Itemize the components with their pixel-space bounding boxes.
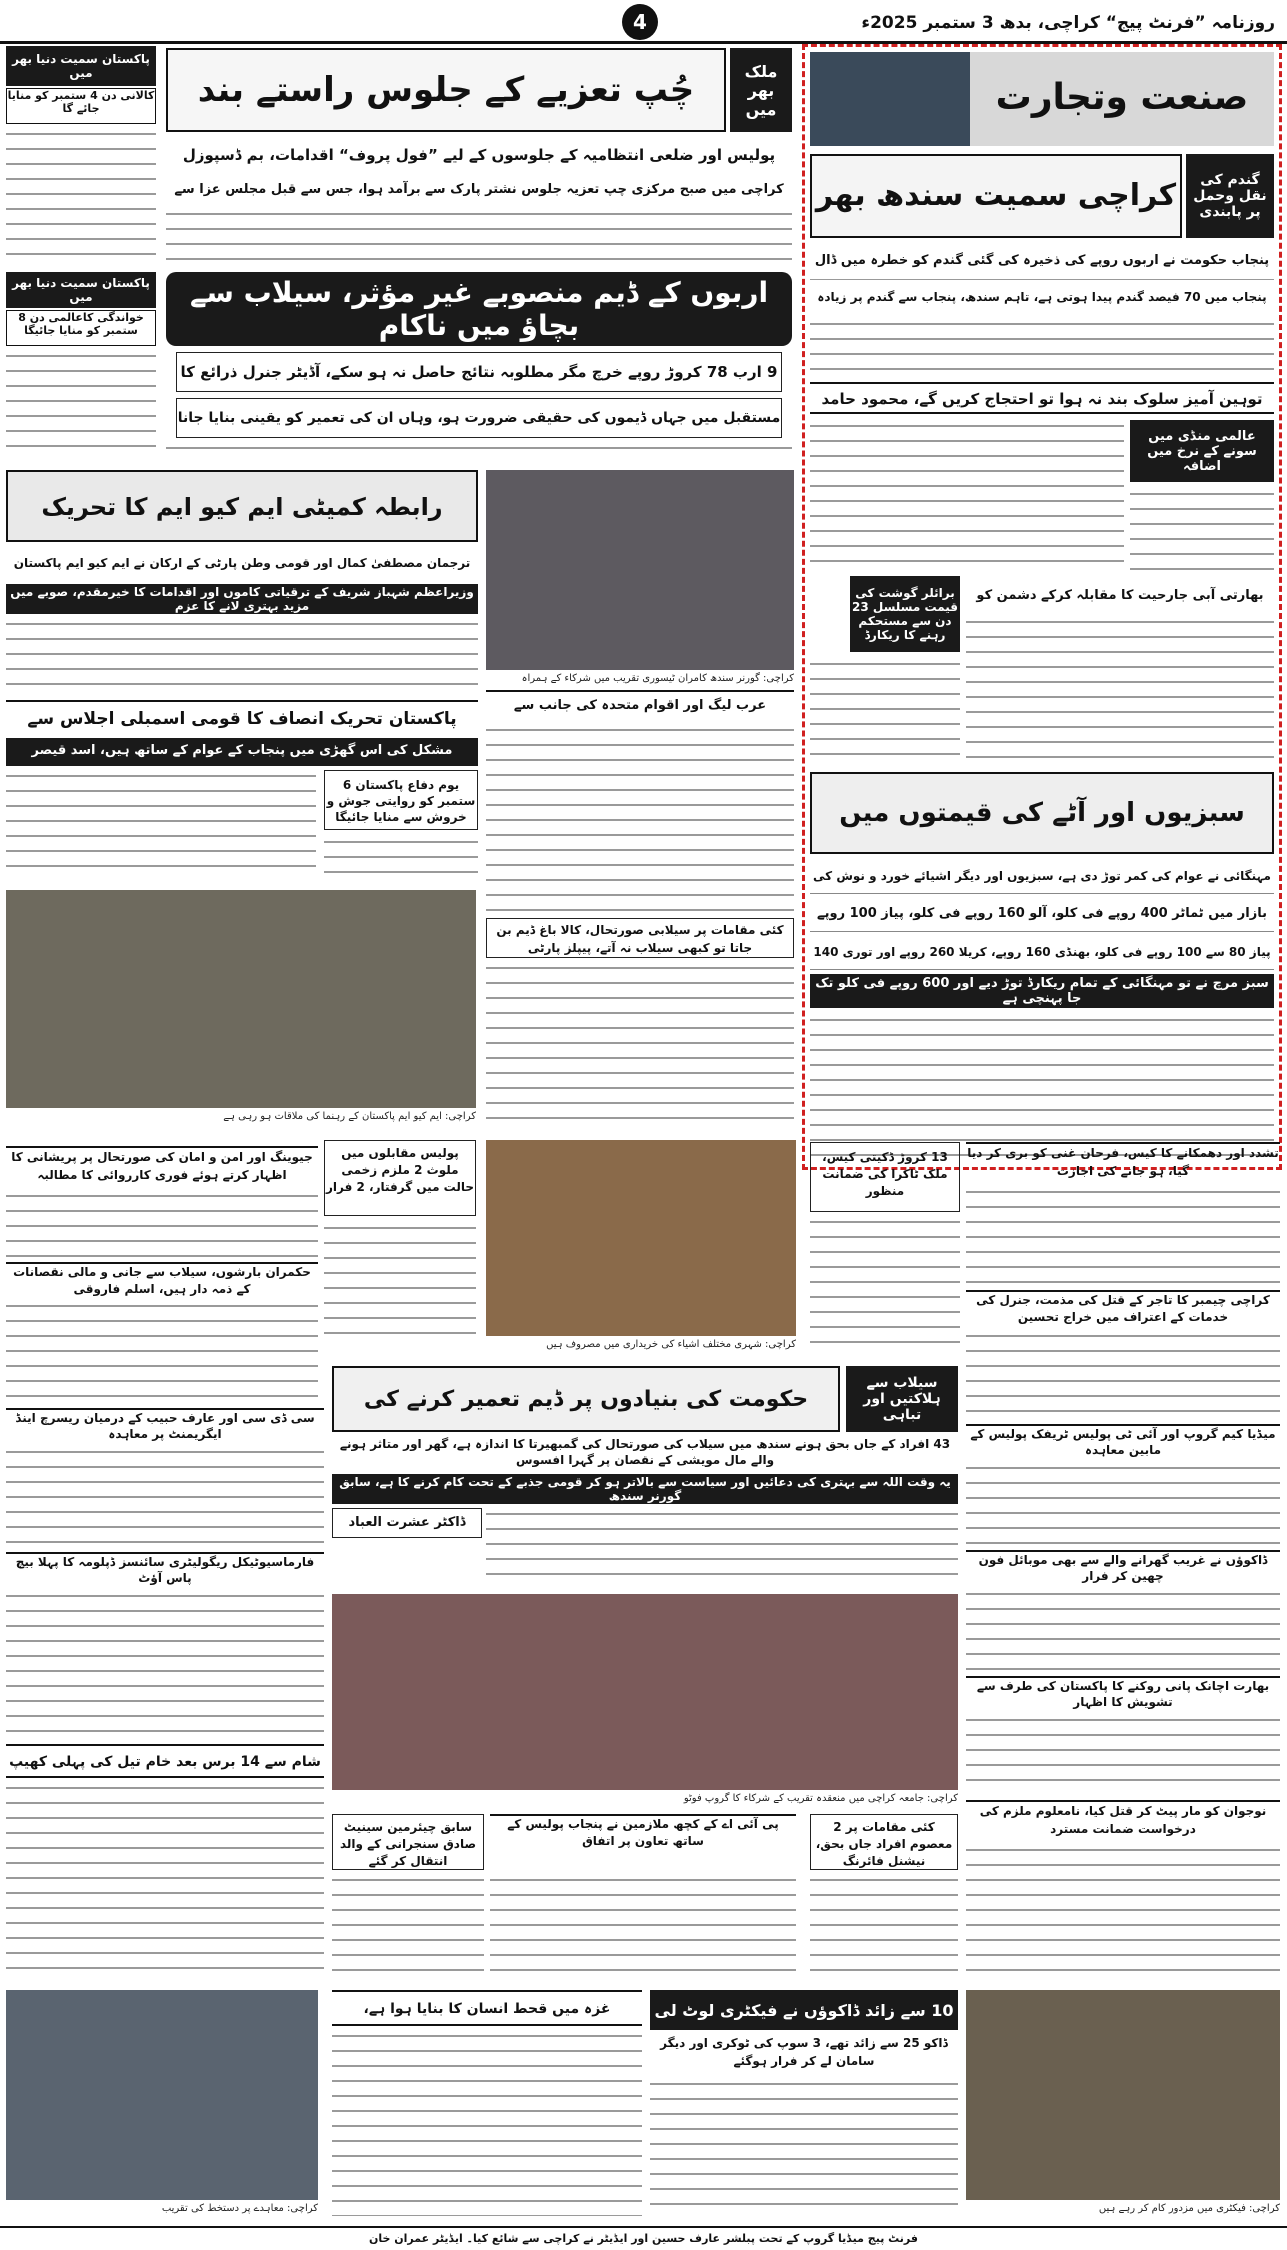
footer-imprint: فرنٹ پیج میڈیا گروپ کے تحت پبلشر عارف حسین اور ایڈیٹر نے کراچی سے شائع کیا۔ ایڈیٹر عمران خان [0,2226,1287,2250]
lead-deck: پولیس اور ضلعی انتظامیہ کے جلوسوں کے لیے ”فول پروف“ اقدامات، بم ڈسپوزل [182,146,776,164]
misc-left-body-2 [6,1300,318,1400]
defence-day-box: یوم دفاع پاکستان 6 ستمبر کو روایتی جوش و خروش سے منایا جائیگا [324,770,478,830]
police-body [324,1222,476,1342]
veg-headline: سبزیوں اور آٹے کی قیمتوں میں [810,772,1274,854]
defence-day-body [324,836,478,880]
group-photo [332,1594,958,1790]
dam-body [166,442,792,462]
gaza-body [332,2030,642,2216]
factory-caption: کراچی: فیکٹری میں مزدور کام کر رہے ہیں [966,2202,1280,2218]
factory-headline: 10 سے زائد ڈاکوؤں نے فیکٹری لوٹ لی [650,1990,958,2030]
misc-left-hl-3: سی ڈی سی اور عارف حبیب کے درمیان ریسرچ اینڈ ایگریمنٹ پر معاہدہ [6,1408,324,1442]
dam-need-deck: 43 افراد کے جاں بحق ہونے سندھ میں سیلاب کی صورتحال کی گمبھیرتا کا اندازہ ہے، گھر اور متاثر ہونے والے مال مویشی کے نقصان پر گہرا افسوس [339,1437,951,1467]
firing-body [810,1874,958,1984]
stock-board-photo [810,52,970,146]
masthead [0,0,1287,44]
sanjrani-box: سابق چیئرمین سینیٹ صادق سنجرانی کے والد انتقال کر گئے [332,1814,484,1870]
pti-deck: مشکل کی اس گھڑی میں پنجاب کے عوام کے ساتھ ہیں، اسد قیصر [6,738,478,766]
group-caption: کراچی: جامعہ کراچی میں منعقدہ تقریب کے شرکاء کا گروپ فوٹو [332,1792,958,1808]
commerce-kicker: گندم کی نقل وحمل پر پابندی [1186,154,1274,238]
crore-box: 13 کروڑ ڈکیتی کیس، ملک ٹاکرا کی ضمانت منظور [810,1142,960,1212]
gold-box: عالمی منڈی میں سونے کے نرخ میں اضافہ [1130,420,1274,482]
mqm-deck: ترجمان مصطفیٰ کمال اور قومی وطن پارٹی کے ارکان نے ایم کیو ایم پاکستان [13,556,471,570]
mqm-deck-2: وزیراعظم شہباز شریف کے ترقیاتی کاموں اور اقدامات کا خیرمقدم، صوبے میں مزید بہتری لانے کا عزم [6,584,478,614]
dam-need-byline: ڈاکٹر عشرت العباد [332,1508,482,1538]
right-hl-1: تشدد اور دھمکانے کا کیس، فرحان غنی کو بری کر دیا گیا، ہو جانے کی اجازت [966,1142,1280,1182]
food-caption: کراچی: شہری مختلف اشیاء کی خریداری میں مصروف ہیں [486,1338,796,1354]
dam-sub-2: مستقبل میں جہاں ڈیموں کی حقیقی ضرورت ہو، وہاں ان کی تعمیر کو یقینی بنایا جانا [176,398,782,438]
flour-body [810,318,1274,378]
factory-photo [966,1990,1280,2200]
left-box-1-title: پاکستان سمیت دنیا بھر میں [6,46,156,86]
mqm-headline: رابطہ کمیٹی ایم کیو ایم کا تحریک [6,470,478,542]
meeting-caption: کراچی: ایم کیو ایم پاکستان کے رہنما کی ملاقات ہو رہی ہے [6,1110,476,1126]
right-hl-2: کراچی چیمبر کا تاجر کے قتل کی مذمت، جنرل کی خدمات کے اعتراف میں خراج تحسین [966,1290,1280,1326]
commerce-title: صنعت وتجارت [970,52,1274,146]
factory-sub: ڈاکو 25 سے زائد تھے، 3 سوپ کی ٹوکری اور دیگر سامان لے کر فرار ہوگئے [660,2036,948,2068]
flood-kicker: سیلاب سے ہلاکتیں اور تباہی [846,1366,958,1432]
misc-left-hl-5: شام سے 14 برس بعد خام تیل کی پہلی کھیپ [6,1744,324,1778]
pia-headline: پی آئی اے کے کچھ ملازمین نے پنجاب پولیس کے ساتھ تعاون پر اتفاق [490,1814,796,1870]
protest-headline: توہین آمیز سلوک بند نہ ہوا تو احتجاج کریں گے، محمود حامد [810,382,1274,414]
un-body [486,724,794,914]
flour-deck-2: پنجاب میں 70 فیصد گندم پیدا ہوتی ہے، تاہم سندھ، پنجاب سے گندم پر زیادہ [817,290,1267,304]
right-hl-3: میڈیا کیم گروپ اور آئی ٹی پولیس ٹریفک پولیس کے مابین معاہدہ [966,1424,1280,1458]
right-hl-4: ڈاکوؤں نے غریب گھرانے والے سے بھی موبائل فون چھین کر فرار [966,1550,1280,1584]
misc-left-body-4 [6,1590,324,1740]
protest-body [810,420,1124,570]
misc-left-body-5 [6,1782,324,1982]
meeting-photo [6,890,476,1108]
misc-left-hl-1: جیوینگ اور امن و امان کی صورتحال پر پریشانی کا اظہار کرتے ہوئے فوری کارروائی کا مطالبہ [6,1146,318,1186]
phone-body [966,1844,1280,1984]
veg-line-3: پیاز 80 سے 100 روپے فی کلو، بھنڈی 160 روپے، کریلا 260 روپے اور توری 140 [810,936,1274,970]
signing-caption: کراچی: معاہدے پر دستخط کی تقریب [6,2202,318,2218]
meat-body [810,658,960,766]
flour-headline: کراچی سمیت سندھ بھر [810,154,1182,238]
left-article-2-text [6,350,156,460]
flood-headline: کئی مقامات پر سیلابی صورتحال، کالا باغ ڈیم بن جاتا تو کبھی سیلاب نہ آتے، پیپلز پارٹی [486,918,794,958]
veg-line-1: مہنگائی نے عوام کی کمر توڑ دی ہے، سبزیوں اور دیگر اشیائے خورد و نوش کی [810,860,1274,894]
india-headline: بھارتی آبی جارحیت کا مقابلہ کرکے دشمن کو [976,588,1264,603]
gaza-headline: غزہ میں قحط انسان کا بنایا ہوا ہے، [332,1990,642,2026]
right-body-1 [966,1186,1280,1286]
page-number: 4 [622,4,658,40]
misc-left-body-3 [6,1446,324,1546]
dam-need-body [486,1508,958,1588]
un-headline: عرب لیگ اور اقوام متحدہ کی جانب سے [486,690,794,720]
lead-kicker: ملک بھر میں [730,48,792,132]
veg-line-4: سبز مرچ نے تو مہنگائی کے تمام ریکارڈ توڑ دیے اور 600 روپے فی کلو تک جا پہنچی ہے [810,974,1274,1008]
pti-body [6,770,316,880]
lead-deck-2: کراچی میں صبح مرکزی چپ تعزیہ جلوس نشتر پارک سے برآمد ہوا، جس سے قبل مجلس عزا سے [174,182,784,197]
meat-box: برائلر گوشت کی قیمت مسلسل 23 دن سے مستحکم رہنے کا ریکارڈ [850,576,960,652]
misc-left-hl-4: فارماسیوٹیکل ریگولیٹری سائنسز ڈپلومہ کا پہلا بیچ پاس آؤٹ [6,1552,324,1586]
right-body-5 [966,1714,1280,1794]
signing-photo [6,1990,318,2200]
india-body [966,616,1274,766]
misc-left-hl-2: حکمران بارشوں، سیلاب سے جانی و مالی نقصانات کے ذمہ دار ہیں، اسلم فاروقی [6,1262,318,1298]
masthead-date: روزنامہ ”فرنٹ پیج“ کراچی، بدھ 3 ستمبر 2025ء [861,13,1275,33]
factory-body [650,2078,958,2216]
right-hl-5: بھارت اچانک پانی روکنے کا پاکستان کی طرف سے تشویش کا اظہار [966,1676,1280,1710]
phone-headline: نوجوان کو مار پیٹ کر قتل کیا، نامعلوم ملزم کی درخواست ضمانت مسترد [966,1800,1280,1840]
flour-deck-1: پنجاب حکومت نے اربوں روپے کی ذخیرہ کی گئی گندم کو خطرہ میں ڈال [810,244,1274,280]
lead-body [166,208,792,266]
left-box-2-sub: خواندگی کاعالمی دن 8 ستمبر کو منایا جائیگا [6,310,156,346]
pti-headline: پاکستان تحریک انصاف کا قومی اسمبلی اجلاس سے [6,700,478,736]
left-box-1-sub: کالانی دن 4 ستمبر کو منایا جائے گا [6,88,156,124]
food-photo [486,1140,796,1336]
pia-body [490,1874,796,1984]
firing-box: کئی مقامات پر 2 معصوم افراد جاں بحق، نیشنل فائرنگ [810,1814,958,1870]
veg-line-2: بازار میں ٹماٹر 400 روپے فی کلو، آلو 160 روپے فی کلو، پیاز 100 روپے [810,898,1274,932]
misc-left-body-1 [6,1190,318,1260]
right-body-4 [966,1588,1280,1672]
sanjrani-body [332,1874,484,1984]
ceremony-caption: کراچی: گورنر سندھ کامران ٹیسوری تقریب میں شرکاء کے ہمراہ [486,672,794,688]
dam-sub-1: 9 ارب 78 کروڑ روپے خرچ مگر مطلوبہ نتائج حاصل نہ ہو سکے، آڈیٹر جنرل ذرائع کا [176,352,782,392]
dam-headline: اربوں کے ڈیم منصوبے غیر مؤثر، سیلاب سے بچاؤ میں ناکام [166,272,792,346]
left-box-2-title: پاکستان سمیت دنیا بھر میں [6,272,156,308]
dam-need-deck-2: یہ وقت اللہ سے بہتری کی دعائیں اور سیاست سے بالاتر ہو کر قومی جذبے کے تحت کام کرنے کا ہے، سابق گورنر سندھ [332,1474,958,1504]
mqm-body [6,618,478,696]
right-body-3 [966,1462,1280,1546]
dam-need-headline: حکومت کی بنیادوں پر ڈیم تعمیر کرنے کی [332,1366,840,1432]
police-box: پولیس مقابلوں میں ملوث 2 ملزم زخمی حالت میں گرفتار، 2 فرار [324,1140,476,1216]
lead-headline: چُپ تعزیے کے جلوس راستے بند [166,48,726,132]
gold-body [1130,488,1274,578]
left-article-1-text [6,128,156,268]
flood-body [486,962,794,1132]
right-body-2 [966,1330,1280,1420]
ceremony-photo [486,470,794,670]
crore-body [810,1216,960,1356]
